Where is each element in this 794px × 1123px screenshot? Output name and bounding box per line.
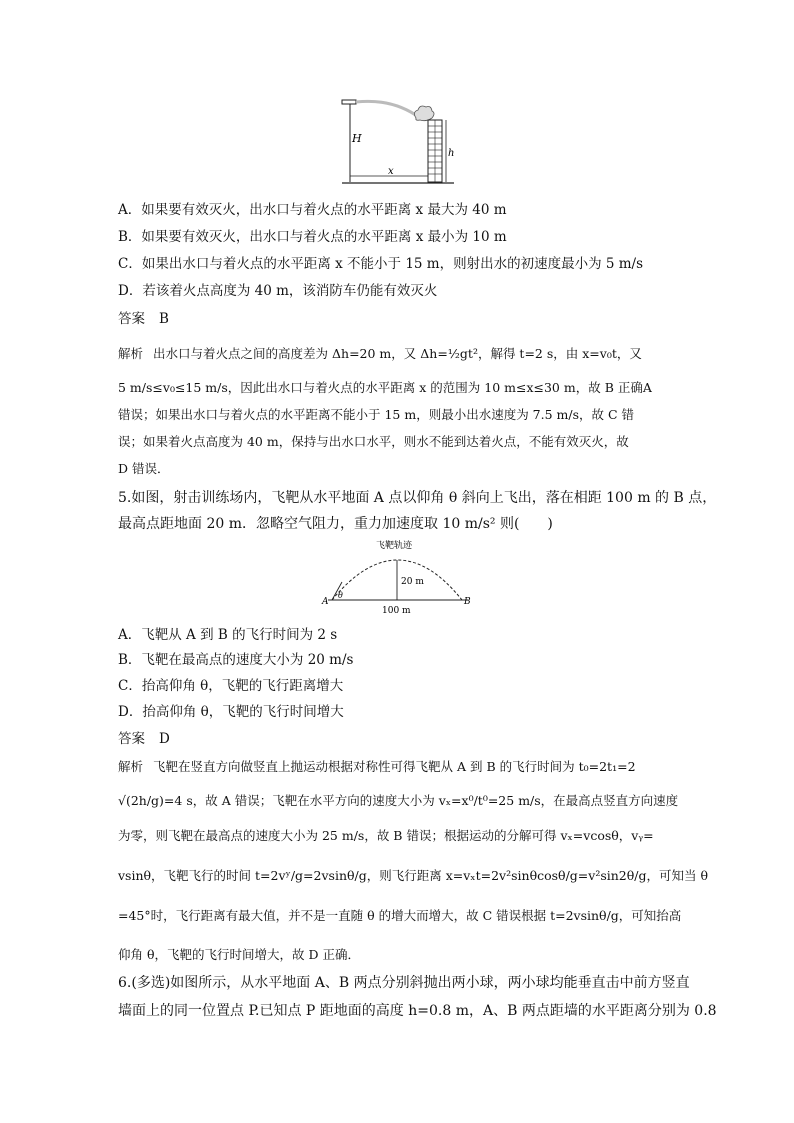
- label-H: H: [352, 132, 362, 145]
- brick-wall: [428, 120, 442, 182]
- answer-label: 答案: [118, 731, 145, 747]
- point-b: B: [464, 597, 471, 607]
- smoke-icon: [414, 106, 434, 121]
- label-x: x: [388, 166, 394, 177]
- q4-option-c: C．如果出水口与着火点的水平距离 x 不能小于 15 m，则射出水的初速度最小为 5 m/s: [118, 256, 644, 272]
- solution-text: 飞靶在竖直方向做竖直上抛运动根据对称性可得飞靶从 A 到 B 的飞行时间为 t₀=2t₁=2: [153, 759, 636, 774]
- q5-solution-line-3: 为零，则飞靶在最高点的速度大小为 25 m/s，故 B 错误；根据运动的分解可得 vₓ=vcosθ，vᵧ=: [118, 828, 654, 843]
- solution-tag: 解析: [118, 759, 144, 774]
- q4-solution-line-1: [118, 344, 680, 364]
- q6-stem-line-2: 墙面上的同一位置点 P.已知点 P 距地面的高度 h=0.8 m，A、B 两点距墙的水平距离分别为 0.8: [118, 1003, 717, 1019]
- nozzle: [342, 100, 356, 104]
- q6-stem-line-1: 6.(多选)如图所示，从水平地面 A、B 两点分别斜抛出两小球，两小球均能垂直击中前方竖直: [118, 975, 690, 991]
- figure-fire-hose: [338, 96, 458, 188]
- q4-answer: [118, 309, 169, 329]
- q5-answer: [118, 729, 170, 749]
- q5-solution-line-4: vsinθ，飞靶飞行的时间 t=2vʸ/g=2vsinθ/g，则飞行距离 x=vₓt=2v²sinθcosθ/g=v²sin2θ/g，可知当 θ: [118, 868, 708, 883]
- water-arc: [356, 101, 420, 118]
- q5-option-c: C．抬高仰角 θ，飞靶的飞行距离增大: [118, 678, 344, 694]
- answer-value: B: [159, 311, 169, 327]
- q4-option-b: B．如果要有效灭火，出水口与着火点的水平距离 x 最小为 10 m: [118, 229, 507, 245]
- q5-stem-line-2: 最高点距地面 20 m．忽略空气阻力，重力加速度取 10 m/s² 则( ): [118, 516, 553, 532]
- q4-solution-line-5: D 错误．: [118, 461, 170, 476]
- q5-solution-line-2: √(2h/g)=4 s，故 A 错误；飞靶在水平方向的速度大小为 vₓ=x⁰/t⁰=25 m/s，在最高点竖直方向速度: [118, 793, 679, 808]
- q4-solution-line-2: 5 m/s≤v₀≤15 m/s，因此出水口与着火点的水平距离 x 的范围为 10 m≤x≤30 m，故 B 正确A: [118, 380, 652, 395]
- q4-option-a: A．如果要有效灭火，出水口与着火点的水平距离 x 最大为 40 m: [118, 202, 507, 218]
- q5-solution-line-1: [118, 757, 680, 777]
- fig2-title: 飞靶轨迹: [376, 541, 413, 551]
- height-label: 20 m: [401, 577, 424, 587]
- q5-option-b: B．飞靶在最高点的速度大小为 20 m/s: [118, 652, 354, 668]
- answer-label: 答案: [118, 311, 145, 327]
- solution-text: 出水口与着火点之间的高度差为 Δh=20 m，又 Δh=½gt²，解得 t=2 s，由 x=v₀t，又: [153, 346, 642, 361]
- solution-tag: 解析: [118, 346, 144, 361]
- q5-stem-line-1: 5.如图，射击训练场内，飞靶从水平地面 A 点以仰角 θ 斜向上飞出，落在相距 100 m 的 B 点，: [118, 490, 717, 506]
- q5-solution-line-6: 仰角 θ，飞靶的飞行时间增大，故 D 正确．: [118, 947, 360, 962]
- q4-option-d: D．若该着火点高度为 40 m，该消防车仍能有效灭火: [118, 283, 438, 299]
- q4-solution-line-3: 错误；如果出水口与着火点的水平距离不能小于 15 m，则最小出水速度为 7.5 m/s，故 C 错: [118, 407, 635, 422]
- distance-label: 100 m: [382, 606, 411, 616]
- theta-label: θ: [338, 591, 343, 600]
- label-h: h: [448, 148, 455, 159]
- q5-option-d: D．抬高仰角 θ，飞靶的飞行时间增大: [118, 704, 344, 720]
- q5-option-a: A．飞靶从 A 到 B 的飞行时间为 2 s: [118, 627, 338, 643]
- q4-solution-line-4: 误；如果着火点高度为 40 m，保持与出水口水平，则水不能到达着火点，不能有效灭火，故: [118, 434, 629, 449]
- figure-trajectory: [318, 538, 480, 616]
- point-a: A: [322, 597, 329, 607]
- q5-solution-line-5: =45°时，飞行距离有最大值，并不是一直随 θ 的增大而增大，故 C 错误根据 t=2vsinθ/g，可知抬高: [118, 908, 682, 923]
- answer-value: D: [159, 731, 170, 747]
